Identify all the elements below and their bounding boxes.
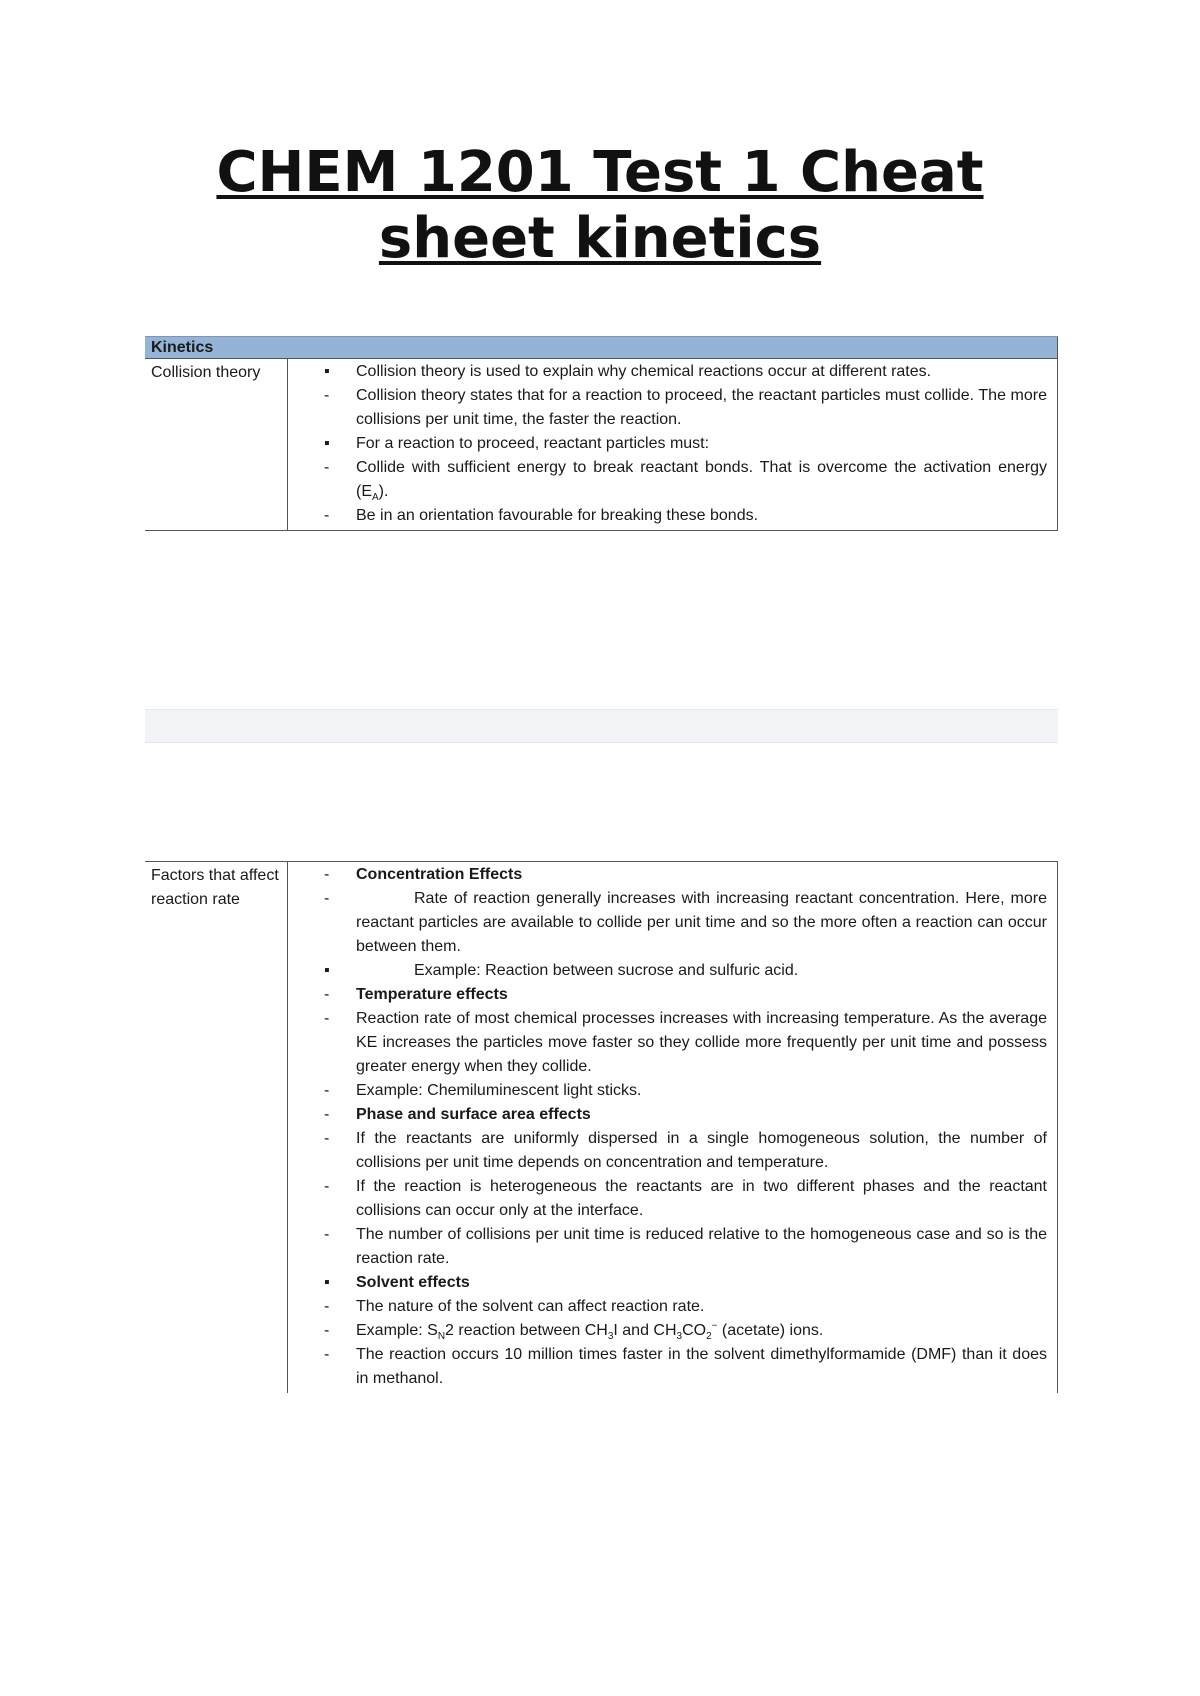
factors-list	[298, 863, 1047, 1391]
list-item	[298, 360, 1047, 384]
bullet-marker: ▪	[324, 962, 330, 979]
bullet-marker: -	[324, 1346, 330, 1363]
item-text: Reaction rate of most chemical processes increases with increasing temperature. As the average KE increases the particles move faster so they collide more frequently per unit time and possess greater energy when they collide.	[356, 1010, 1047, 1075]
list-item	[298, 504, 1047, 528]
bullet-marker: -	[324, 1298, 330, 1315]
bullet-marker: ▪	[324, 1274, 330, 1291]
item-text: The reaction occurs 10 million times faster in the solvent dimethylformamide (DMF) than it does in methanol.	[356, 1346, 1047, 1387]
bullet-marker: -	[324, 866, 330, 883]
item-text: If the reactants are uniformly dispersed in a single homogeneous solution, the number of collisions per unit time depends on concentration and temperature.	[356, 1130, 1047, 1171]
section-heading: Solvent effects	[356, 1274, 470, 1291]
list-item	[298, 863, 1047, 887]
list-item	[298, 983, 1047, 1007]
section-heading: Phase and surface area effects	[356, 1106, 591, 1123]
bullet-marker: -	[324, 1322, 330, 1339]
bullet-marker: -	[324, 1130, 330, 1147]
item-text-part: Example: S	[356, 1322, 438, 1339]
bullet-marker: -	[324, 1010, 330, 1027]
bullet-marker: ▪	[324, 363, 330, 380]
table-header-kinetics: Kinetics	[145, 337, 1058, 359]
item-text	[356, 1320, 824, 1343]
item-text: The number of collisions per unit time is reduced relative to the homogeneous case and so is the reaction rate.	[356, 1226, 1047, 1267]
list-item	[298, 1223, 1047, 1271]
item-text-part: CO	[682, 1322, 707, 1339]
document-title	[0, 140, 1200, 272]
section-heading: Concentration Effects	[356, 866, 523, 883]
item-text-part: Collide with sufficient energy to break reactant bonds. That is overcome the activation energy (E	[356, 459, 1047, 500]
kinetics-table	[145, 336, 1058, 531]
bullet-marker: -	[324, 387, 330, 404]
list-item	[298, 1319, 1047, 1343]
list-item	[298, 384, 1047, 432]
row-content-factors	[288, 862, 1058, 1394]
item-text	[356, 890, 1047, 955]
bullet-marker: -	[324, 1082, 330, 1099]
item-text-part: (acetate) ions.	[717, 1322, 824, 1339]
bullet-marker: -	[324, 459, 330, 476]
item-text: The nature of the solvent can affect reaction rate.	[356, 1298, 705, 1315]
list-item	[298, 1343, 1047, 1391]
list-item	[298, 432, 1047, 456]
factors-table	[145, 861, 1058, 1393]
row-content-collision-theory	[288, 359, 1058, 531]
bullet-marker: -	[324, 1106, 330, 1123]
list-item	[298, 1127, 1047, 1175]
item-text	[356, 459, 1047, 504]
bullet-marker: -	[324, 1178, 330, 1195]
title-line-1: CHEM 1201 Test 1 Cheat	[216, 140, 984, 205]
list-item	[298, 1079, 1047, 1103]
section-heading: Temperature effects	[356, 986, 508, 1003]
subscript: A	[372, 492, 379, 504]
row-label-factors: Factors that affect reaction rate	[145, 862, 288, 1394]
list-item	[298, 887, 1047, 959]
list-item	[298, 456, 1047, 504]
list-item	[298, 1007, 1047, 1079]
row-label-collision-theory: Collision theory	[145, 359, 288, 531]
item-text: Example: Chemiluminescent light sticks.	[356, 1082, 642, 1099]
table-row-factors	[145, 862, 1058, 1394]
list-item	[298, 1295, 1047, 1319]
list-item	[298, 1175, 1047, 1223]
table-row-collision-theory	[145, 359, 1058, 531]
item-text: Collision theory is used to explain why chemical reactions occur at different rates.	[356, 363, 932, 380]
bullet-marker: -	[324, 986, 330, 1003]
item-text	[356, 962, 798, 979]
item-text-part: Rate of reaction generally increases with increasing reactant concentration. Here, more reactant particles are available to collide per unit time and so the more often a reaction can occur between them.	[356, 890, 1047, 955]
list-item	[298, 959, 1047, 983]
bullet-marker: -	[324, 1226, 330, 1243]
list-item	[298, 1271, 1047, 1295]
title-line-2: sheet kinetics	[378, 206, 822, 271]
collision-theory-list	[298, 360, 1047, 528]
empty-shaded-band	[145, 709, 1058, 743]
item-text-part: 2 reaction between CH	[445, 1322, 608, 1339]
subscript: 2	[706, 1331, 712, 1343]
item-text: For a reaction to proceed, reactant particles must:	[356, 435, 710, 452]
bullet-marker: -	[324, 507, 330, 524]
list-item	[298, 1103, 1047, 1127]
item-text-part: I and CH	[613, 1322, 677, 1339]
superscript: −	[711, 1320, 718, 1332]
item-text-part: Example: Reaction between sucrose and sulfuric acid.	[414, 962, 799, 979]
bullet-marker: -	[324, 890, 330, 907]
bullet-marker: ▪	[324, 435, 330, 452]
subscript: 3	[607, 1331, 614, 1343]
item-text: Be in an orientation favourable for breaking these bonds.	[356, 507, 759, 524]
item-text: If the reaction is heterogeneous the reactants are in two different phases and the reactant collisions can occur only at the interface.	[356, 1178, 1047, 1219]
subscript: N	[437, 1331, 446, 1343]
item-text-part: ).	[378, 483, 389, 500]
item-text: Collision theory states that for a reaction to proceed, the reactant particles must collide. The more collisions per unit time, the faster the reaction.	[356, 387, 1047, 428]
subscript: 3	[676, 1331, 683, 1343]
